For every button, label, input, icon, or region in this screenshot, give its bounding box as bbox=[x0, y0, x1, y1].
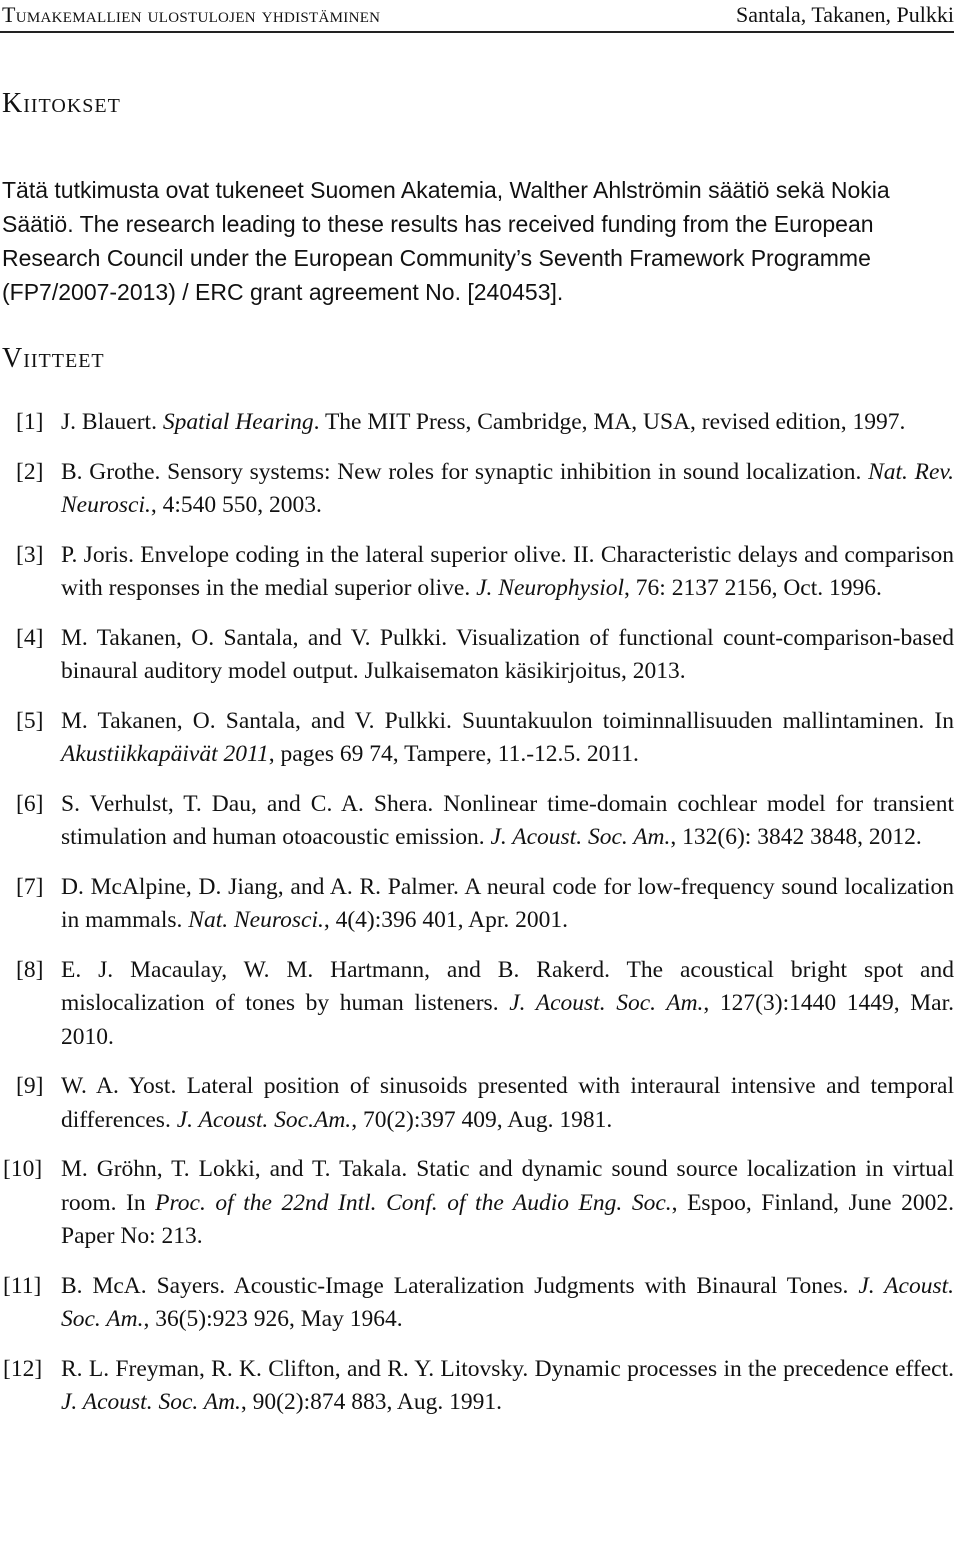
reference-number: [8] bbox=[16, 956, 44, 983]
reference-number: [4] bbox=[16, 624, 44, 651]
reference-venue: J. Neurophysiol bbox=[476, 575, 625, 601]
reference-text: R. L. Freyman, R. K. Clifton, and R. Y. Litovsky. Dynamic processes in the precedence effect. bbox=[61, 1355, 954, 1382]
header-rule bbox=[0, 31, 954, 33]
reference-text: D. McAlpine, D. Jiang, and A. R. Palmer. A neural code for low-frequency sound localization in mammals. bbox=[61, 873, 954, 933]
reference-number: [2] bbox=[16, 458, 44, 485]
reference-number: [5] bbox=[16, 707, 44, 734]
reference-number: [10] bbox=[3, 1156, 43, 1182]
reference-number: [6] bbox=[16, 790, 44, 817]
reference-venue: J. Acoust. Soc. Am. bbox=[490, 824, 671, 850]
running-authors: Santala, Takanen, Pulkki bbox=[735, 2, 954, 27]
reference-text: J. Blauert. bbox=[61, 409, 163, 435]
reference-item bbox=[0, 1153, 954, 1254]
reference-text: E. J. Macaulay, W. M. Hartmann, and B. Rakerd. The acoustical bright spot and mislocalization of tones by human listeners. bbox=[61, 956, 954, 1016]
reference-venue: Nat. Neurosci. bbox=[188, 907, 324, 933]
reference-number: [11] bbox=[3, 1272, 42, 1299]
reference-item bbox=[0, 1353, 954, 1420]
reference-item bbox=[0, 705, 954, 772]
reference-venue: Nat. Rev. Neurosci. bbox=[61, 458, 954, 518]
reference-number: [1] bbox=[16, 409, 44, 435]
reference-venue: Spatial Hearing bbox=[162, 409, 314, 435]
reference-text: , 76: 2137 2156, Oct. 1996. bbox=[624, 575, 882, 601]
reference-venue: Akustiikkapäivät 2011 bbox=[61, 741, 269, 767]
reference-venue: Proc. of the 22nd Intl. Conf. of the Audio Eng. Soc. bbox=[155, 1189, 672, 1216]
reference-text: , 4(4):396 401, Apr. 2001. bbox=[323, 907, 568, 933]
reference-text: B. Grothe. Sensory systems: New roles for synaptic inhibition in sound localization. bbox=[61, 458, 869, 485]
running-header bbox=[2, 0, 954, 30]
reference-text: M. Takanen, O. Santala, and V. Pulkki. Visualization of functional count-comparison-based binaural auditory model output. Julkaisematon käsikirjoitus, 2013. bbox=[61, 624, 954, 684]
reference-item bbox=[0, 622, 954, 689]
acknowledgements-heading: Kiitokset bbox=[2, 88, 121, 119]
reference-number: [3] bbox=[16, 541, 44, 568]
reference-text: S. Verhulst, T. Dau, and C. A. Shera. Nonlinear time-domain cochlear model for transient stimulation and human otoacoustic emission. bbox=[61, 790, 954, 850]
reference-venue: J. Acoust. Soc. Am. bbox=[61, 1389, 241, 1415]
reference-number: [7] bbox=[16, 873, 44, 900]
running-title: Tumakemallien ulostulojen yhdistäminen bbox=[2, 2, 381, 27]
reference-venue: J. Acoust. Soc. Am. bbox=[509, 990, 704, 1016]
reference-text: W. A. Yost. Lateral position of sinusoids presented with interaural intensive and temporal differences. bbox=[61, 1073, 954, 1133]
reference-number: [12] bbox=[3, 1355, 43, 1382]
reference-item bbox=[0, 788, 954, 855]
reference-text: , 127(3):1440 1449, Mar. 2010. bbox=[61, 990, 954, 1050]
reference-text: , Espoo, Finland, June 2002. Paper No: 213. bbox=[61, 1189, 954, 1249]
reference-text: , 132(6): 3842 3848, 2012. bbox=[670, 824, 922, 850]
reference-item bbox=[0, 539, 954, 606]
reference-text: . The MIT Press, Cambridge, MA, USA, revised edition, 1997. bbox=[313, 409, 906, 435]
reference-text: M. Takanen, O. Santala, and V. Pulkki. Suuntakuulon toiminnallisuuden mallintaminen. In bbox=[61, 707, 954, 734]
reference-venue: J. Acoust. Soc. Am. bbox=[61, 1272, 954, 1332]
reference-number: [9] bbox=[16, 1073, 44, 1099]
references-heading: Viitteet bbox=[2, 343, 105, 374]
acknowledgements-text: Tätä tutkimusta ovat tukeneet Suomen Akatemia, Walther Ahlströmin säätiö sekä Nokia Säätiö. The research leading to these results has received funding from the European Research Council under the European Community’s Seventh Framework Programme (FP7/2007-2013) / ERC grant agreement No. [240453]. bbox=[2, 177, 890, 305]
reference-text: B. McA. Sayers. Acoustic-Image Lateralization Judgments with Binaural Tones. bbox=[61, 1272, 859, 1299]
reference-item bbox=[0, 456, 954, 523]
reference-venue: J. Acoust. Soc.Am. bbox=[176, 1106, 352, 1133]
reference-text: , 36(5):923 926, May 1964. bbox=[143, 1306, 403, 1332]
reference-list bbox=[0, 406, 954, 1436]
reference-text: M. Gröhn, T. Lokki, and T. Takala. Static and dynamic sound source localization in virtual room. In bbox=[61, 1156, 954, 1216]
reference-item bbox=[0, 871, 954, 938]
reference-item bbox=[0, 1270, 954, 1337]
reference-text: , 4:540 550, 2003. bbox=[150, 492, 322, 518]
reference-text: P. Joris. Envelope coding in the lateral superior olive. II. Characteristic delays and comparison with responses in the medial superior olive. bbox=[61, 541, 954, 601]
reference-text: , pages 69 74, Tampere, 11.-12.5. 2011. bbox=[268, 741, 639, 767]
reference-item bbox=[0, 406, 954, 440]
reference-item bbox=[0, 1070, 954, 1137]
reference-text: , 90(2):874 883, Aug. 1991. bbox=[240, 1389, 503, 1415]
reference-text: , 70(2):397 409, Aug. 1981. bbox=[351, 1106, 613, 1133]
reference-item bbox=[0, 954, 954, 1055]
